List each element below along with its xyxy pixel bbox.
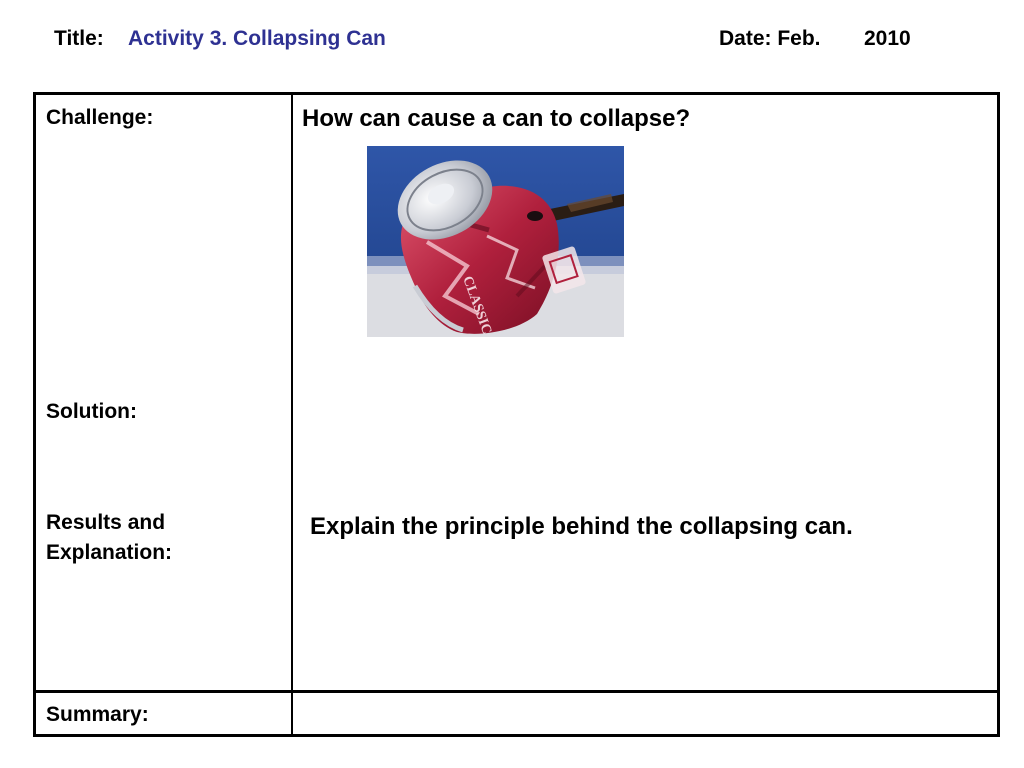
date-year: 2010 [864,27,911,50]
summary-label: Summary: [46,703,149,726]
activity-title: Activity 3. Collapsing Can [128,27,386,50]
date-label: Date: Feb. [719,27,821,50]
row-divider [36,690,997,693]
can-logo-text: CLASSIC [459,274,495,337]
challenge-label: Challenge: [46,106,154,129]
column-divider [291,95,293,734]
results-label-line2: Explanation: [46,541,173,564]
solution-label: Solution: [46,400,137,423]
results-label-line1: Results and [46,511,166,534]
collapsed-can-photo [367,146,624,337]
challenge-question: How can cause a can to collapse? [302,105,691,132]
results-explanation-label [46,508,172,568]
worksheet-table [33,92,1000,737]
explain-prompt: Explain the principle behind the collapsing can. [310,513,853,540]
title-label: Title: [54,27,104,50]
